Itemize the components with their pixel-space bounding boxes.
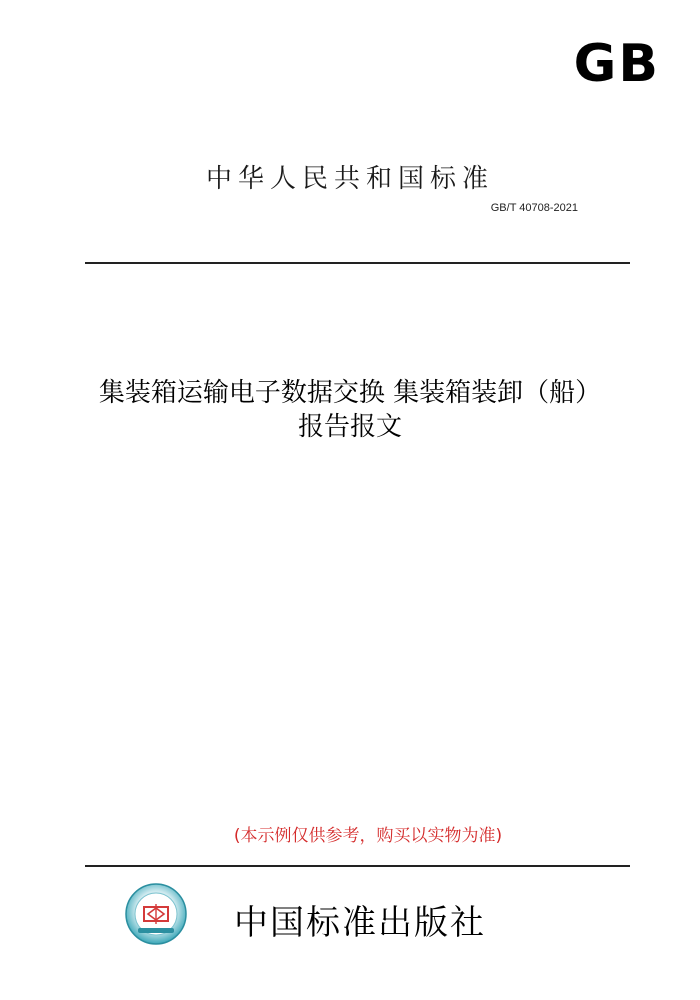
publisher-seal-icon bbox=[124, 882, 188, 946]
standard-code: GB/T 40708-2021 bbox=[490, 202, 578, 214]
standard-category-title: 中华人民共和国标准 bbox=[205, 164, 494, 194]
top-divider bbox=[85, 262, 630, 264]
sample-note: (本示例仅供参考，购买以实物为准) bbox=[233, 826, 503, 846]
gb-logo: GB bbox=[573, 34, 660, 94]
seal-graphic bbox=[124, 882, 188, 946]
bottom-divider bbox=[85, 865, 630, 867]
publisher-name: 中国标准出版社 bbox=[234, 903, 486, 943]
document-title-line-1: 集装箱运输电子数据交换 集装箱装卸（船） bbox=[98, 378, 602, 408]
document-title bbox=[40, 376, 660, 444]
document-title-line-2: 报告报文 bbox=[297, 412, 402, 442]
